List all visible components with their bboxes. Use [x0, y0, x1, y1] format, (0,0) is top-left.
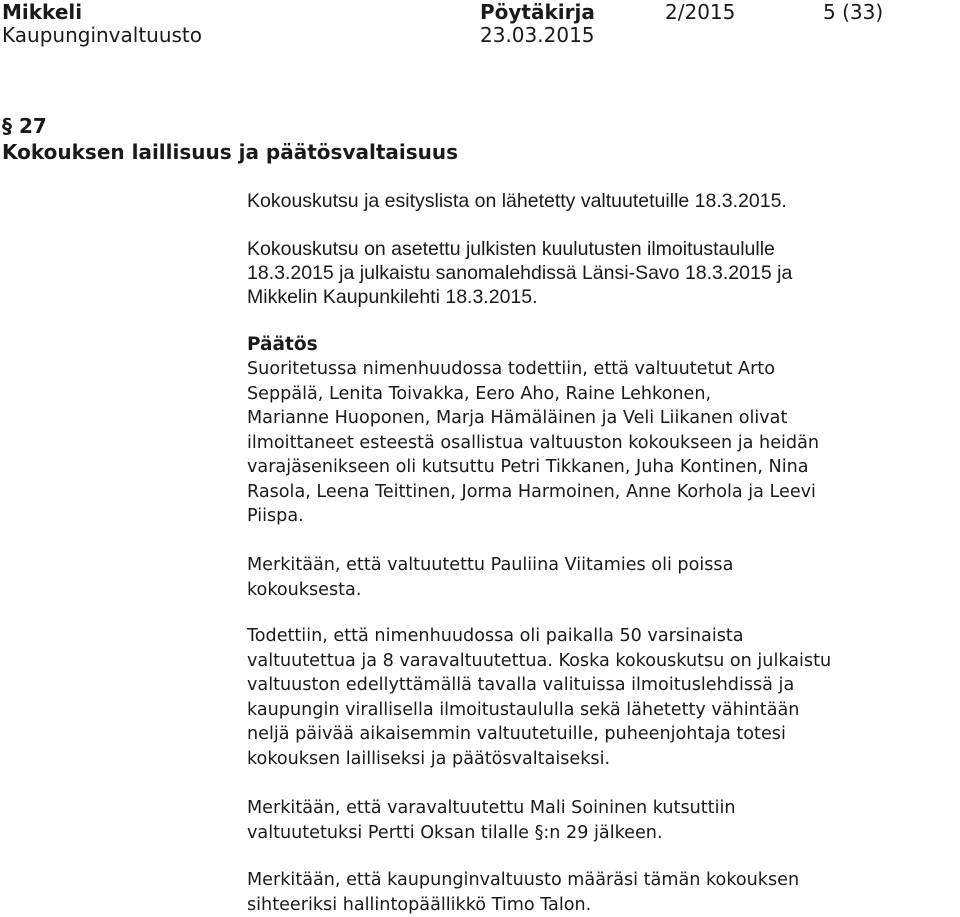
- text-line: neljä päivää aikaisemmin valtuutetuille, puheenjohtaja totesi: [247, 724, 786, 744]
- text-line: valtuuston edellyttämällä tavalla valituissa ilmoituslehdissä ja: [247, 675, 795, 695]
- text-line: valtuutettua ja 8 varavaltuutettua. Koska kokouskutsu on julkaistu: [247, 650, 832, 671]
- text-line: Suoritetussa nimenhuudossa todettiin, että valtuutetut Arto: [247, 359, 775, 379]
- text-line: Seppälä, Lenita Toivakka, Eero Aho, Raine Lehkonen,: [247, 383, 712, 404]
- decision-section: [247, 333, 947, 529]
- text-line: Merkitään, että kaupunginvaltuusto määräsi tämän kokouksen: [247, 870, 800, 890]
- decision-paragraph-3: [247, 624, 947, 771]
- header-doc-type: Pöytäkirja: [480, 0, 595, 24]
- text-line: Piispa.: [247, 506, 304, 526]
- intro-notice: [247, 237, 947, 309]
- text-line: sihteeriksi hallintopäällikkö Timo Talon.: [247, 894, 592, 915]
- decision-paragraph-2: [247, 553, 947, 602]
- header-city: Mikkeli: [2, 0, 83, 24]
- intro: [247, 189, 947, 213]
- section-title: Kokouksen laillisuus ja päätösvaltaisuus: [2, 140, 459, 164]
- intro-line: 18.3.2015 ja julkaistu sanomalehdissä Länsi-Savo 18.3.2015 ja: [247, 262, 793, 284]
- intro-line: Mikkelin Kaupunkilehti 18.3.2015.: [247, 286, 538, 308]
- intro-paragraph: Kokouskutsu ja esityslista on lähetetty valtuutetuille 18.3.2015.: [247, 190, 787, 212]
- text-line: Todettiin, että nimenhuudossa oli paikalla 50 varsinaista: [247, 626, 744, 646]
- decision-heading: Päätös: [247, 334, 318, 355]
- decision-paragraph-5: [247, 868, 947, 917]
- text-line: Rasola, Leena Teittinen, Jorma Harmoinen, Anne Korhola ja Leevi: [247, 481, 816, 502]
- intro-line: Kokouskutsu on asetettu julkisten kuulutusten ilmoitustaululle: [247, 238, 775, 260]
- text-line: kaupungin virallisella ilmoitustaululla sekä lähetetty vähintään: [247, 699, 800, 720]
- text-line: Merkitään, että varavaltuutettu Mali Soininen kutsuttiin: [247, 798, 736, 818]
- section-number: § 27: [2, 114, 47, 138]
- decision-paragraph-1: [247, 357, 947, 529]
- text-line: varajäsenikseen oli kutsuttu Petri Tikkanen, Juha Kontinen, Nina: [247, 457, 809, 477]
- decision-paragraph-4: [247, 796, 947, 845]
- header-number: 2/2015: [665, 0, 736, 24]
- text-line: kokouksesta.: [247, 579, 362, 600]
- header-body: Kaupunginvaltuusto: [2, 23, 203, 47]
- text-line: ilmoittaneet esteestä osallistua valtuuston kokoukseen ja heidän: [247, 432, 820, 453]
- header-date: 23.03.2015: [480, 23, 595, 47]
- text-line: Merkitään, että valtuutettu Pauliina Viitamies oli poissa: [247, 555, 734, 575]
- header-page: 5 (33): [823, 0, 884, 24]
- text-line: Marianne Huoponen, Marja Hämäläinen ja Veli Liikanen olivat: [247, 408, 788, 428]
- text-line: valtuutetuksi Pertti Oksan tilalle §:n 29 jälkeen.: [247, 822, 663, 843]
- text-line: kokouksen lailliseksi ja päätösvaltaiseksi.: [247, 748, 611, 769]
